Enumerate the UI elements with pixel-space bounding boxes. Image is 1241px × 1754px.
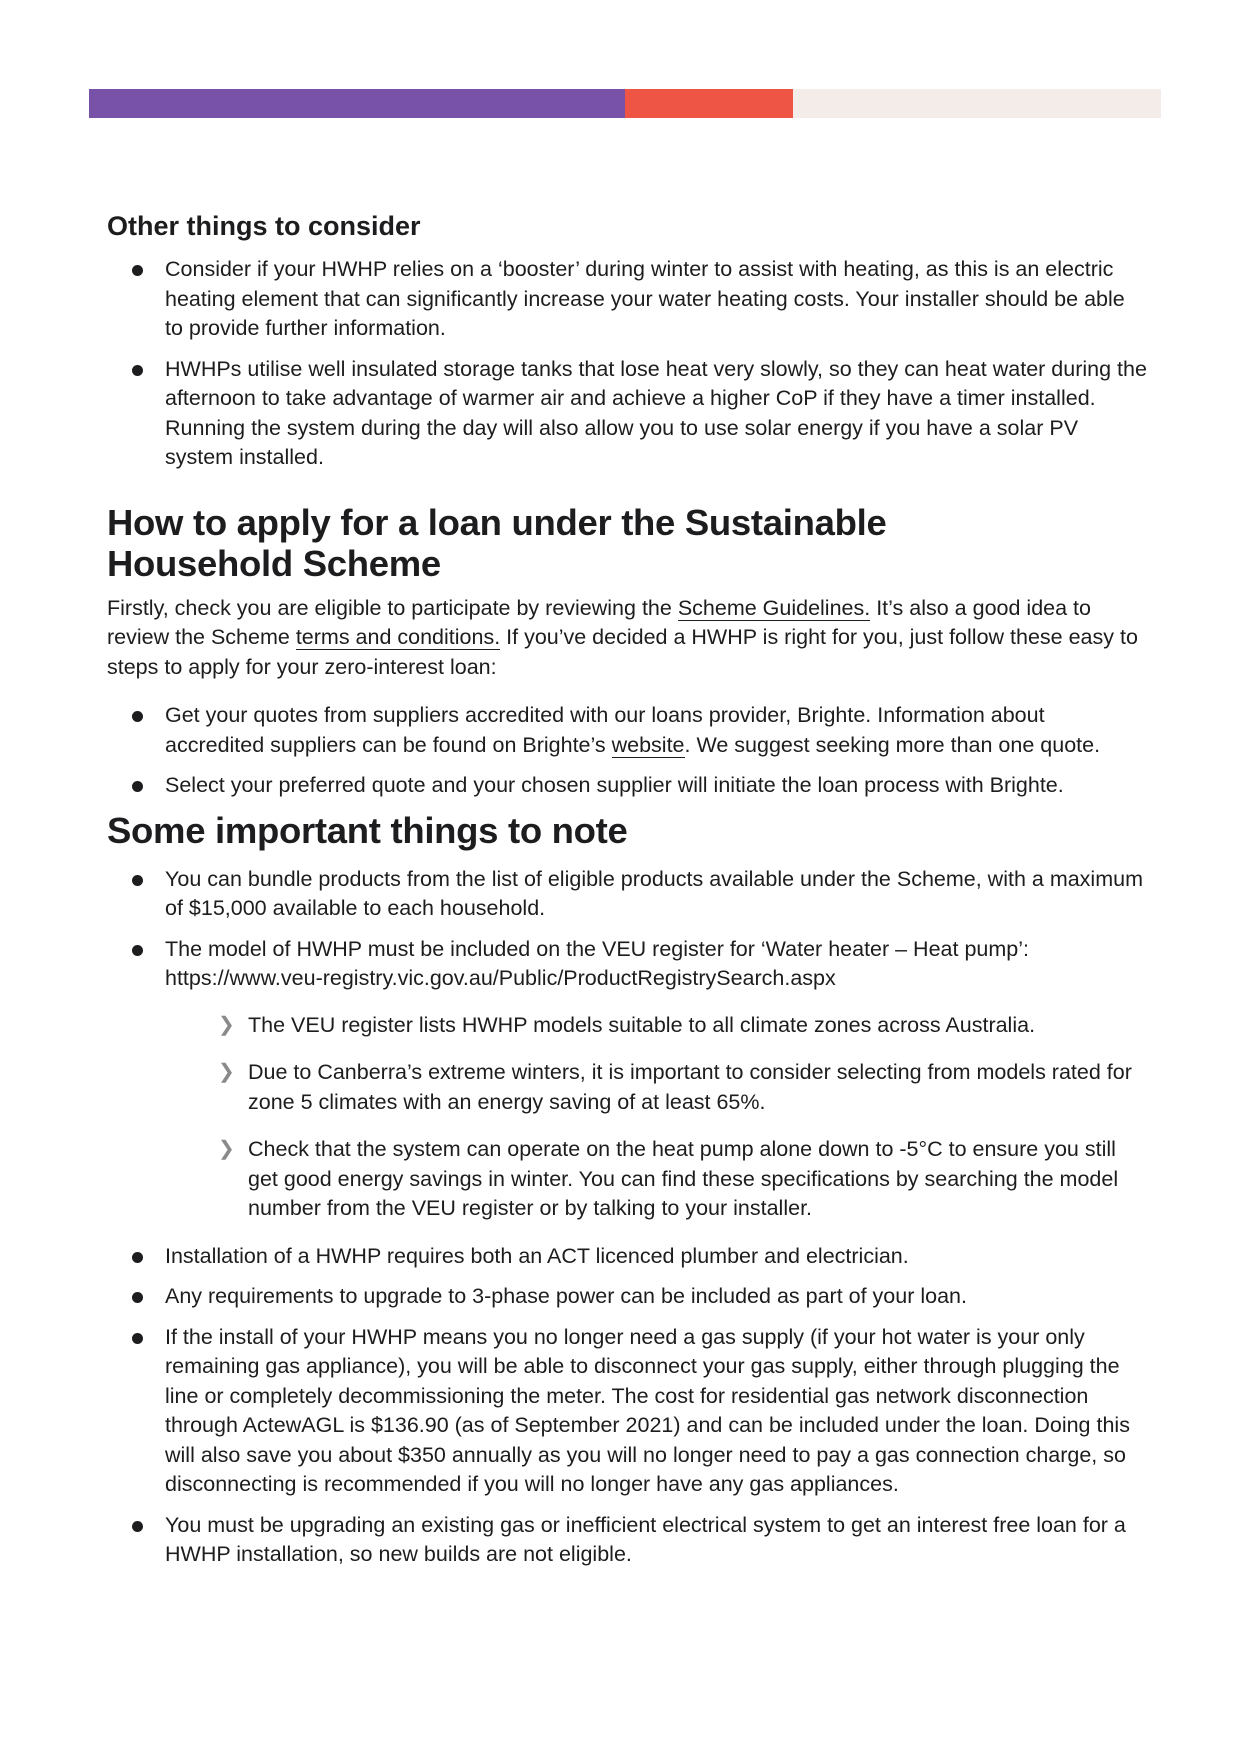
- list-item-text: Installation of a HWHP requires both an ACT licenced plumber and electrician.: [165, 1243, 909, 1268]
- list-item-text: Consider if your HWHP relies on a ‘booster’ during winter to assist with heating, as this is an electric heating element that can significantly increase your water heating costs. Your installer should be able to provide further information.: [165, 257, 1125, 340]
- intro-text: Firstly, check you are eligible to participate by reviewing the: [107, 595, 678, 620]
- bullet-icon: [132, 1333, 143, 1344]
- bullet-icon: [132, 365, 143, 376]
- list-item: [107, 935, 1147, 994]
- sub-list-item: [107, 1011, 1147, 1041]
- intro-text: It’s also a good idea to review the Scheme: [107, 595, 1091, 649]
- list-item-text: You can bundle products from the list of eligible products available under the Scheme, with a maximum of $15,000 available to each household.: [165, 866, 1143, 920]
- chevron-right-icon: ❯: [218, 1138, 235, 1160]
- list-other-things: [107, 255, 1147, 473]
- list-item-text: You must be upgrading an existing gas or inefficient electrical system to get an interest free loan for a HWHP installation, so new builds are not eligible.: [165, 1512, 1126, 1566]
- list-important-things: [107, 865, 1147, 994]
- list-item-text: Get your quotes from suppliers accredited with our loans provider, Brighte. Information about accredited suppliers can be found on Brighte’s: [165, 703, 1045, 757]
- heading-how-to-apply: [107, 502, 1147, 584]
- header-band-coral: [625, 89, 793, 118]
- brighte-website-link[interactable]: website: [611, 732, 685, 757]
- scheme-guidelines-link[interactable]: Scheme Guidelines.: [677, 595, 871, 620]
- sub-list-item-text: Due to Canberra’s extreme winters, it is important to consider selecting from models rated for zone 5 climates with an energy saving of at least 65%.: [248, 1060, 1132, 1114]
- bullet-icon: [132, 1521, 143, 1532]
- bullet-icon: [132, 1292, 143, 1303]
- list-item: [107, 1323, 1147, 1500]
- bullet-icon: [132, 945, 143, 956]
- bullet-icon: [132, 1252, 143, 1263]
- heading-line-2: Household Scheme: [107, 542, 441, 584]
- bullet-icon: [132, 265, 143, 276]
- list-item-text: If the install of your HWHP means you no longer need a gas supply (if your hot water is your only remaining gas appliance), you will be able to disconnect your gas supply, either through plugging the line or completely decommissioning the meter. The cost for residential gas network disconnection through ActewAGL is $136.90 (as of September 2021) and can be included under the loan. Doing this will also save you about $350 annually as you will no longer need to pay a gas connection charge, so disconnecting is recommended if you will no longer have any gas appliances.: [165, 1324, 1130, 1496]
- sub-list-item-text: Check that the system can operate on the heat pump alone down to -5°C to ensure you still get good energy savings in winter. You can find these specifications by searching the model number from the VEU register or by talking to your installer.: [248, 1137, 1119, 1220]
- chevron-right-icon: ❯: [218, 1013, 235, 1036]
- list-item: [107, 355, 1147, 473]
- bullet-icon: [132, 711, 143, 722]
- list-item: [107, 701, 1147, 760]
- sub-list-item: [107, 1058, 1147, 1117]
- list-item: [107, 255, 1147, 344]
- heading-important-things: Some important things to note: [107, 809, 628, 851]
- list-item: [107, 1282, 1147, 1312]
- list-item: [107, 865, 1147, 924]
- terms-and-conditions-link[interactable]: terms and conditions.: [295, 625, 501, 649]
- sub-list-item-text: The VEU register lists HWHP models suitable to all climate zones across Australia.: [248, 1012, 1036, 1037]
- bullet-icon: [132, 781, 143, 792]
- list-item: [107, 1511, 1147, 1570]
- intro-paragraph: [107, 594, 1147, 683]
- list-important-things-continued: [107, 1242, 1147, 1570]
- list-apply-steps: [107, 701, 1147, 801]
- intro-text: If you’ve decided a HWHP is right for you, just follow these easy to steps to apply for your zero-interest loan:: [107, 625, 1138, 679]
- chevron-right-icon: ❯: [218, 1061, 235, 1083]
- sub-list-veu: [107, 1011, 1147, 1224]
- list-item-text: Any requirements to upgrade to 3-phase power can be included as part of your loan.: [165, 1284, 967, 1308]
- list-item: [107, 1242, 1147, 1272]
- list-item-text: Select your preferred quote and your chosen supplier will initiate the loan process with Brighte.: [165, 773, 1064, 797]
- bullet-icon: [132, 875, 143, 886]
- heading-line-1: How to apply for a loan under the Sustainable: [107, 501, 887, 543]
- list-item: [107, 771, 1147, 801]
- heading-other-things: Other things to consider: [107, 211, 421, 241]
- list-item-text: The model of HWHP must be included on the VEU register for ‘Water heater – Heat pump’: https://www.veu-registry.vic.gov.au/Public/ProductRegistrySearch.aspx: [165, 936, 1029, 990]
- header-band-light: [793, 89, 1161, 118]
- document-body: [107, 206, 1147, 1581]
- list-item-text: . We suggest seeking more than one quote.: [684, 732, 1101, 757]
- header-band-purple: [89, 89, 625, 118]
- list-item-text: HWHPs utilise well insulated storage tanks that lose heat very slowly, so they can heat water during the afternoon to take advantage of warmer air and achieve a higher CoP if they have a timer installed. Running the system during the day will also allow you to use solar energy if you have a solar PV system installed.: [165, 356, 1147, 469]
- sub-list-item: [107, 1135, 1147, 1224]
